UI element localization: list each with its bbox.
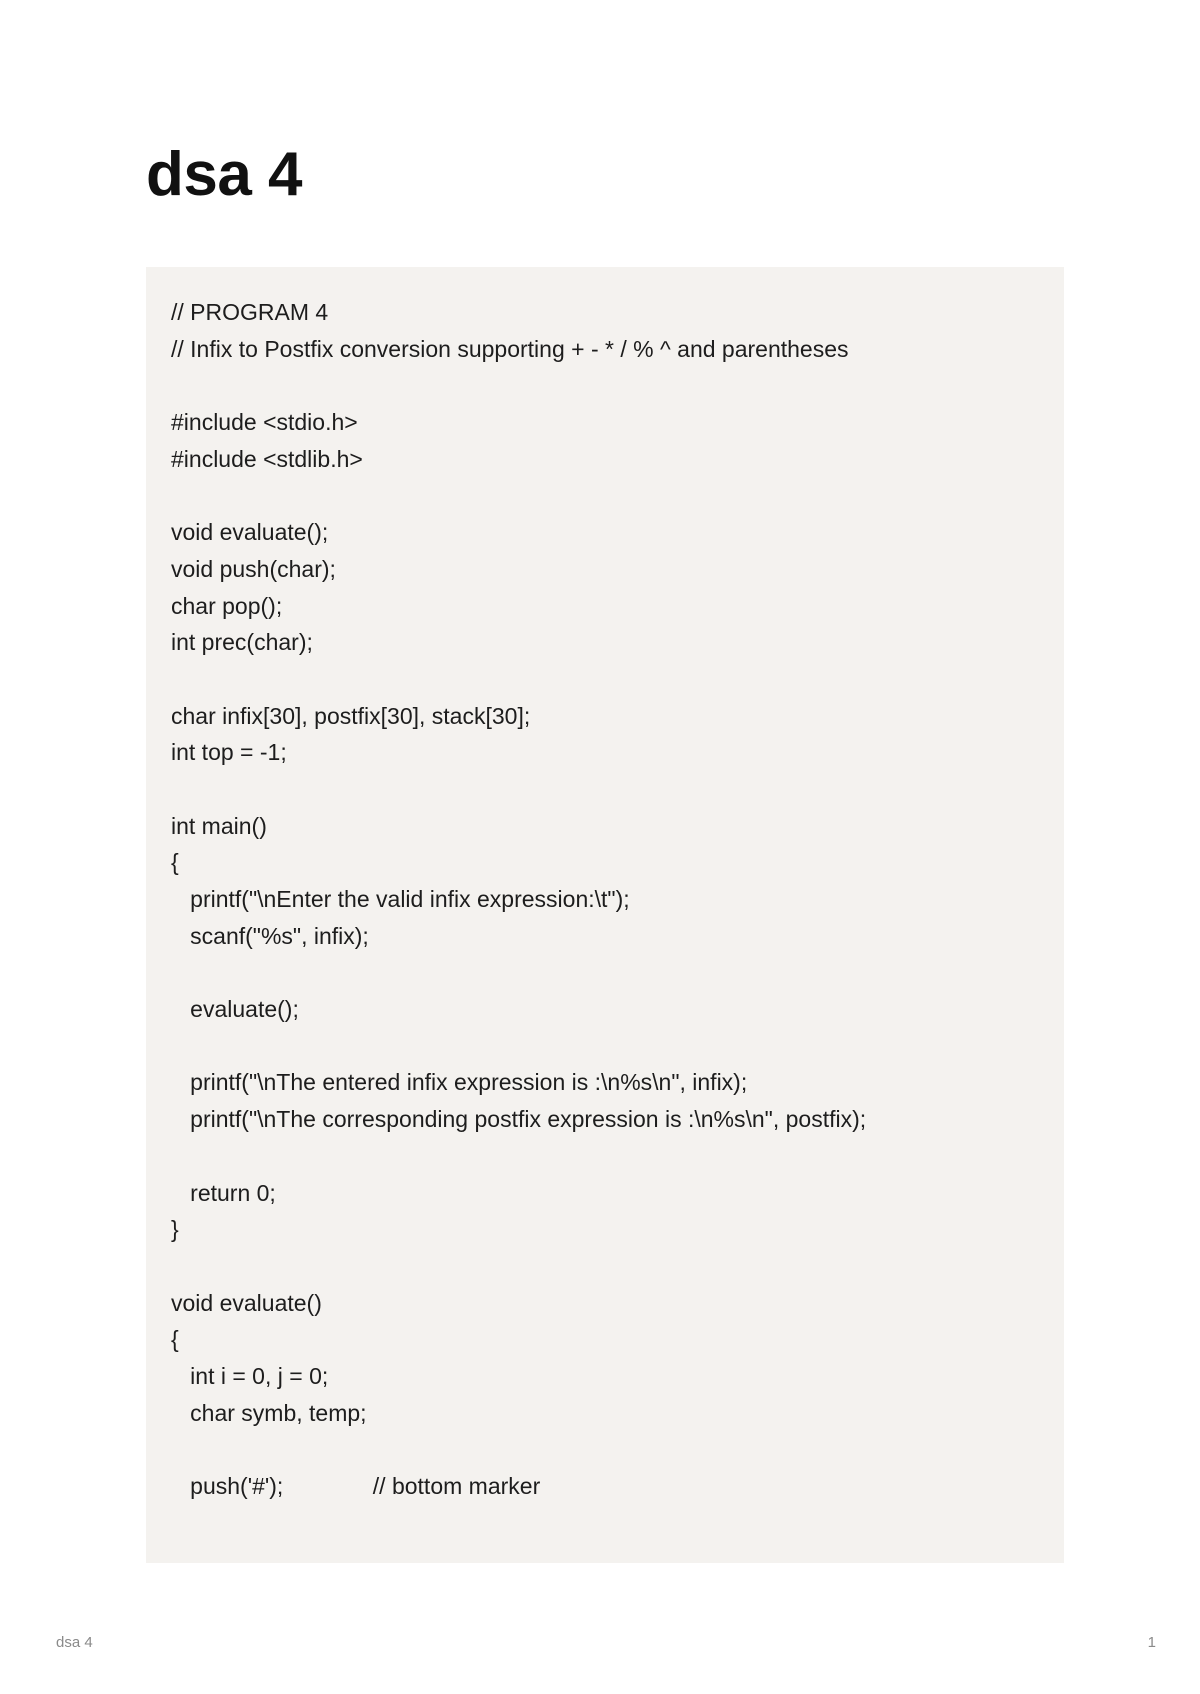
code-line: { bbox=[171, 849, 179, 876]
code-line: void evaluate(); bbox=[171, 519, 329, 546]
code-line: #include <stdio.h> bbox=[171, 409, 358, 436]
code-line bbox=[171, 1431, 1039, 1468]
footer-doc-name: dsa 4 bbox=[56, 1634, 93, 1651]
code-line: push('#'); // bottom marker bbox=[171, 1473, 541, 1499]
code-line: void push(char); bbox=[171, 555, 336, 582]
code-line: printf("\nEnter the valid infix expression:\t"); bbox=[171, 886, 630, 912]
code-line: scanf("%s", infix); bbox=[171, 922, 369, 949]
code-line: char symb, temp; bbox=[171, 1399, 367, 1426]
code-line bbox=[171, 367, 1039, 404]
code-line: int main() bbox=[171, 812, 267, 839]
code-line bbox=[171, 661, 1039, 698]
code-line bbox=[171, 771, 1039, 808]
code-line: // PROGRAM 4 bbox=[171, 299, 329, 325]
code-line: char infix[30], postfix[30], stack[30]; bbox=[171, 702, 531, 729]
code-line bbox=[171, 1138, 1039, 1175]
footer-page-number: 1 bbox=[1147, 1634, 1156, 1651]
code-line bbox=[171, 477, 1039, 514]
code-line: char pop(); bbox=[171, 592, 283, 619]
code-line: // Infix to Postfix conversion supporting + - * / % ^ and parentheses bbox=[171, 335, 849, 362]
code-line: printf("\nThe corresponding postfix expression is :\n%s\n", postfix); bbox=[171, 1106, 867, 1133]
page-title: dsa 4 bbox=[146, 140, 303, 209]
code-line bbox=[171, 954, 1039, 991]
code-line: void evaluate() bbox=[171, 1289, 322, 1316]
code-line: { bbox=[171, 1326, 179, 1353]
code-line: } bbox=[171, 1216, 179, 1243]
code-line: return 0; bbox=[171, 1179, 276, 1206]
code-block bbox=[146, 267, 1064, 1563]
code-line: int i = 0, j = 0; bbox=[171, 1362, 329, 1389]
code-line: evaluate(); bbox=[171, 996, 299, 1023]
code-line bbox=[171, 1248, 1039, 1285]
code-line bbox=[171, 1028, 1039, 1065]
code-line: #include <stdlib.h> bbox=[171, 445, 363, 472]
code-line: int top = -1; bbox=[171, 739, 287, 766]
code-line: printf("\nThe entered infix expression is :\n%s\n", infix); bbox=[171, 1069, 748, 1096]
code-line: int prec(char); bbox=[171, 629, 313, 656]
